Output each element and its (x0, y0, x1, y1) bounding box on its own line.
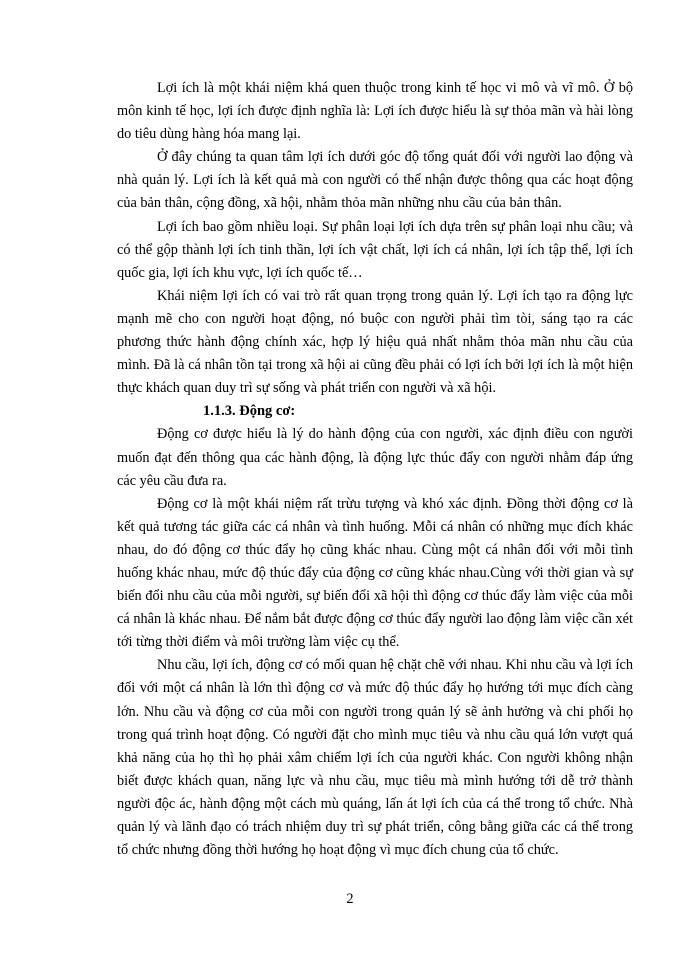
section-heading-motive: 1.1.3. Động cơ: (203, 403, 296, 420)
paragraph-motive-abstract: Động cơ là một khái niệm rất trừu tượng và khó xác định. Đồng thời động cơ là kết quả tương tác giữa các cá nhân và tình huống. Mỗi cá nhân có những mục đích khác nhau, do đó động cơ thúc đẩy họ cũng khác nhau. Cùng một cá nhân đối với mỗi tình huống khác nhau, mức độ thúc đẩy của động cơ cũng khác nhau.Cùng với thời gian và sự biến đổi nhu cầu của mỗi người, sự biến đổi xã hội thì động cơ thúc đẩy làm việc của mỗi cá nhân là khác nhau. Để nắm bắt được động cơ thúc đẩy người lao động làm việc cần xét tới từng thời điểm và môi trường làm việc cụ thể. (117, 495, 633, 651)
paragraph-utility-types: Lợi ích bao gồm nhiều loại. Sự phân loại lợi ích dựa trên sự phân loại nhu cầu; và có thể gộp thành lợi ích tinh thần, lợi ích vật chất, lợi ích cá nhân, lợi ích tập thể, lợi ích quốc gia, lợi ích khu vực, lợi ích quốc tế… (117, 218, 633, 281)
paragraph-motive-definition: Động cơ được hiểu là lý do hành động của con người, xác định điều con người muốn đạt đến thông qua các hành động, là động lực thúc đẩy con người nhằm đáp ứng các yêu cầu đưa ra. (117, 426, 633, 489)
paragraph-utility-definition: Lợi ích là một khái niệm khá quen thuộc trong kinh tế học vi mô và vĩ mô. Ở bộ môn kinh tế học, lợi ích được định nghĩa là: Lợi ích được hiểu là sự thỏa mãn và hài lòng do tiêu dùng hàng hóa mang lại. (117, 80, 633, 143)
page-content (117, 77, 633, 862)
paragraph-utility-role: Khái niệm lợi ích có vai trò rất quan trọng trong quản lý. Lợi ích tạo ra động lực mạnh mẽ cho con người hoạt động, nó buộc con người phải tìm tòi, sáng tạo ra các phương thức hành động chính xác, hợp lý hiệu quả nhất nhằm thỏa mãn nhu cầu của mình. Đã là cá nhân tồn tại trong xã hội ai cũng đều phải có lợi ích bởi lợi ích là một hiện thực khách quan duy trì sự sống và phát triển con người và xã hội. (117, 287, 633, 397)
paragraph-utility-general: Ở đây chúng ta quan tâm lợi ích dưới góc độ tổng quát đối với người lao động và nhà quản lý. Lợi ích là kết quả mà con người có thể nhận được thông qua các hoạt động của bản thân, cộng đồng, xã hội, nhằm thỏa mãn những nhu cầu của bản thân. (117, 149, 633, 212)
page-number: 2 (346, 891, 354, 907)
paragraph-motive-relationship: Nhu cầu, lợi ích, động cơ có mối quan hệ chặt chẽ với nhau. Khi nhu cầu và lợi ích đối với một cá nhân là lớn thì động cơ và mức độ thúc đẩy họ hướng tới mục đích càng lớn. Nhu cầu và động cơ của mỗi con người trong quản lý sẽ ảnh hưởng và chi phối họ trong quá trình hoạt động. Có người đặt cho mình mục tiêu và nhu cầu quá lớn vượt quá khả năng của họ thì họ phải xâm chiếm lợi ích của người khác. Con người không nhận biết được khách quan, năng lực và nhu cầu, mục tiêu mà mình hướng tới dễ trở thành người độc ác, hành động một cách mù quáng, lấn át lợi ích của cá thể trong tổ chức. Nhà quản lý và lãnh đạo có trách nhiệm duy trì sự phát triển, công bằng giữa các cá thể trong tổ chức nhưng đồng thời hướng họ hoạt động vì mục đích chung của tổ chức. (117, 657, 633, 859)
